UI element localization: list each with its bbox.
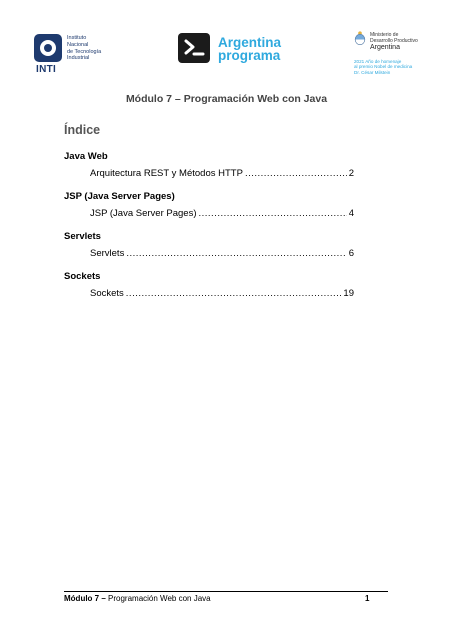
inti-logo-icon [34, 34, 62, 62]
coat-of-arms-icon [354, 31, 366, 45]
page-header [0, 0, 453, 90]
toc-entry-jsp[interactable] [90, 207, 354, 221]
inti-logo-block [34, 34, 124, 76]
homenaje-note [354, 59, 412, 75]
ministerio-country: Argentina [370, 44, 400, 51]
terminal-prompt-icon [178, 33, 210, 63]
argentina-programa-logo [178, 33, 288, 65]
document-title: Módulo 7 – Programación Web con Java [125, 93, 328, 105]
toc-entry-arquitectura-rest[interactable] [90, 167, 354, 181]
toc-entry-page: 6 [348, 248, 354, 259]
inti-line-2: Nacional [67, 41, 89, 48]
footer-page-number: 1 [365, 594, 370, 603]
homenaje-line-2: al premio Nobel de medicina [354, 64, 413, 70]
homenaje-line-1: 2021 Año de homenaje [354, 59, 402, 64]
toc-section-java-web: Java Web [64, 151, 108, 162]
argentina-programa-wordmark [218, 36, 281, 62]
toc-entry-label: Servlets [90, 248, 125, 259]
footer-subtitle: Programación Web con Java [108, 594, 211, 603]
toc-entry-label: Arquitectura REST y Métodos HTTP [90, 168, 243, 179]
toc-dot-leader [245, 167, 347, 181]
toc-dot-leader [198, 207, 346, 221]
toc-section-sockets: Sockets [64, 271, 101, 282]
toc-entry-label: JSP (Java Server Pages) [90, 208, 197, 219]
footer-module: Módulo 7 – [64, 594, 106, 603]
ministerio-line-1: Ministerio de [370, 32, 399, 38]
toc-entry-servlets[interactable] [90, 247, 354, 261]
toc-section-servlets: Servlets [64, 231, 101, 242]
index-heading: Índice [64, 123, 101, 137]
ap-line-2: programa [218, 48, 281, 63]
inti-line-1: Instituto [67, 35, 87, 41]
toc-entry-label: Sockets [90, 288, 124, 299]
ministerio-logo-block [354, 31, 444, 86]
inti-line-3: de Tecnología [67, 48, 102, 55]
ap-line-1: Argentina [218, 35, 282, 50]
footer-divider [64, 591, 388, 592]
inti-institute-name [67, 35, 101, 62]
toc-entry-sockets[interactable] [90, 287, 354, 301]
ministerio-name [370, 32, 418, 52]
toc-section-jsp: JSP (Java Server Pages) [64, 191, 175, 202]
inti-acronym: INTI [36, 64, 57, 75]
toc-entry-page: 2 [348, 168, 354, 179]
ministerio-line-2: Desarrollo Productivo [370, 38, 418, 44]
toc-dot-leader [126, 247, 346, 261]
toc-entry-page: 19 [343, 288, 354, 299]
table-of-contents [64, 150, 354, 310]
toc-dot-leader [126, 287, 342, 301]
inti-line-4: Industrial [67, 55, 90, 62]
footer-module-label [64, 594, 211, 603]
toc-entry-page: 4 [348, 208, 354, 219]
homenaje-line-3: Dr. César Milstein [354, 69, 391, 75]
